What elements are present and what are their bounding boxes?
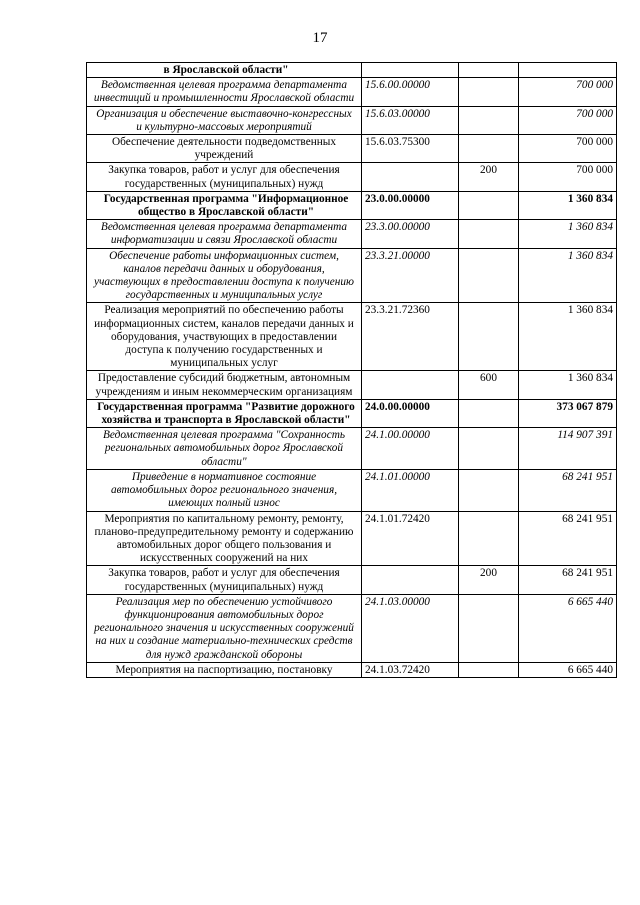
row-sum-cell bbox=[519, 63, 617, 78]
row-expense-type-cell bbox=[459, 191, 519, 219]
row-code-cell: 15.6.03.00000 bbox=[362, 106, 459, 134]
row-name-cell: Ведомственная целевая программа "Сохранность региональных автомобильных дорог Ярославской области" bbox=[87, 428, 362, 470]
row-expense-type-cell bbox=[459, 303, 519, 371]
row-name-cell: Обеспечение работы информационных систем, каналов передачи данных и оборудования, участвующих в предоставлении доступа к получению государственных и муниципальных услуг bbox=[87, 248, 362, 303]
table-row bbox=[87, 248, 617, 303]
row-sum-cell: 1 360 834 bbox=[519, 371, 617, 399]
row-code-cell: 23.3.21.72360 bbox=[362, 303, 459, 371]
table-row bbox=[87, 303, 617, 371]
row-code-cell bbox=[362, 163, 459, 191]
row-expense-type-cell bbox=[459, 63, 519, 78]
row-sum-cell: 68 241 951 bbox=[519, 469, 617, 511]
table-row bbox=[87, 511, 617, 566]
row-code-cell: 23.0.00.00000 bbox=[362, 191, 459, 219]
row-sum-cell: 114 907 391 bbox=[519, 428, 617, 470]
row-expense-type-cell bbox=[459, 428, 519, 470]
table-row bbox=[87, 106, 617, 134]
row-code-cell: 24.1.01.72420 bbox=[362, 511, 459, 566]
table-row bbox=[87, 566, 617, 594]
row-code-cell: 24.1.01.00000 bbox=[362, 469, 459, 511]
row-expense-type-cell bbox=[459, 220, 519, 248]
row-code-cell: 24.1.03.72420 bbox=[362, 662, 459, 677]
row-sum-cell: 1 360 834 bbox=[519, 220, 617, 248]
table-row bbox=[87, 371, 617, 399]
row-name-cell: Государственная программа "Информационное общество в Ярославской области" bbox=[87, 191, 362, 219]
row-sum-cell: 700 000 bbox=[519, 135, 617, 163]
row-code-cell bbox=[362, 371, 459, 399]
row-expense-type-cell bbox=[459, 399, 519, 427]
row-code-cell: 23.3.00.00000 bbox=[362, 220, 459, 248]
budget-table-body bbox=[87, 63, 617, 678]
row-name-cell: Приведение в нормативное состояние автомобильных дорог регионального значения, имеющих полный износ bbox=[87, 469, 362, 511]
row-sum-cell: 68 241 951 bbox=[519, 511, 617, 566]
row-code-cell: 15.6.03.75300 bbox=[362, 135, 459, 163]
row-expense-type-cell bbox=[459, 594, 519, 662]
row-name-cell: Мероприятия на паспортизацию, постановку bbox=[87, 662, 362, 677]
row-code-cell bbox=[362, 63, 459, 78]
table-row bbox=[87, 399, 617, 427]
table-row bbox=[87, 191, 617, 219]
row-code-cell: 15.6.00.00000 bbox=[362, 78, 459, 106]
row-name-cell: Закупка товаров, работ и услуг для обеспечения государственных (муниципальных) нужд bbox=[87, 163, 362, 191]
row-sum-cell: 700 000 bbox=[519, 106, 617, 134]
row-name-cell: Закупка товаров, работ и услуг для обеспечения государственных (муниципальных) нужд bbox=[87, 566, 362, 594]
row-sum-cell: 373 067 879 bbox=[519, 399, 617, 427]
row-name-cell: Предоставление субсидий бюджетным, автономным учреждениям и иным некоммерческим организациям bbox=[87, 371, 362, 399]
table-row bbox=[87, 662, 617, 677]
row-sum-cell: 1 360 834 bbox=[519, 303, 617, 371]
row-name-cell: Организация и обеспечение выставочно-конгрессных и культурно-массовых мероприятий bbox=[87, 106, 362, 134]
row-sum-cell: 700 000 bbox=[519, 163, 617, 191]
row-sum-cell: 6 665 440 bbox=[519, 662, 617, 677]
row-code-cell: 24.1.03.00000 bbox=[362, 594, 459, 662]
row-name-cell: Реализация мер по обеспечению устойчивого функционирования автомобильных дорог регионального значения и искусственных сооружений на них и создание материально-технических средств для нужд гражданской обороны bbox=[87, 594, 362, 662]
page-number: 17 bbox=[312, 30, 328, 46]
row-expense-type-cell: 200 bbox=[459, 163, 519, 191]
row-code-cell: 24.1.00.00000 bbox=[362, 428, 459, 470]
row-expense-type-cell bbox=[459, 78, 519, 106]
row-expense-type-cell bbox=[459, 135, 519, 163]
table-row bbox=[87, 428, 617, 470]
table-row bbox=[87, 78, 617, 106]
row-expense-type-cell bbox=[459, 511, 519, 566]
row-expense-type-cell bbox=[459, 106, 519, 134]
row-code-cell: 24.0.00.00000 bbox=[362, 399, 459, 427]
row-expense-type-cell bbox=[459, 469, 519, 511]
row-sum-cell: 6 665 440 bbox=[519, 594, 617, 662]
row-code-cell: 23.3.21.00000 bbox=[362, 248, 459, 303]
row-name-cell: Обеспечение деятельности подведомственных учреждений bbox=[87, 135, 362, 163]
row-name-cell: в Ярославской области" bbox=[87, 63, 362, 78]
row-code-cell bbox=[362, 566, 459, 594]
table-row bbox=[87, 63, 617, 78]
row-sum-cell: 700 000 bbox=[519, 78, 617, 106]
row-name-cell: Ведомственная целевая программа департамента инвестиций и промышленности Ярославской области bbox=[87, 78, 362, 106]
table-row bbox=[87, 135, 617, 163]
row-sum-cell: 1 360 834 bbox=[519, 191, 617, 219]
row-expense-type-cell: 600 bbox=[459, 371, 519, 399]
table-row bbox=[87, 594, 617, 662]
row-sum-cell: 68 241 951 bbox=[519, 566, 617, 594]
row-expense-type-cell bbox=[459, 662, 519, 677]
table-row bbox=[87, 163, 617, 191]
row-name-cell: Реализация мероприятий по обеспечению работы информационных систем, каналов передачи данных и оборудования, участвующих в предоставлении доступа к получению государственных и муниципальных услуг bbox=[87, 303, 362, 371]
row-expense-type-cell bbox=[459, 248, 519, 303]
table-row bbox=[87, 220, 617, 248]
table-row bbox=[87, 469, 617, 511]
row-name-cell: Мероприятия по капитальному ремонту, ремонту, планово-предупредительному ремонту и содержанию автомобильных дорог общего пользования и искусственных сооружений на них bbox=[87, 511, 362, 566]
budget-table bbox=[86, 62, 617, 678]
row-sum-cell: 1 360 834 bbox=[519, 248, 617, 303]
row-expense-type-cell: 200 bbox=[459, 566, 519, 594]
row-name-cell: Государственная программа "Развитие дорожного хозяйства и транспорта в Ярославской области" bbox=[87, 399, 362, 427]
row-name-cell: Ведомственная целевая программа департамента информатизации и связи Ярославской области bbox=[87, 220, 362, 248]
